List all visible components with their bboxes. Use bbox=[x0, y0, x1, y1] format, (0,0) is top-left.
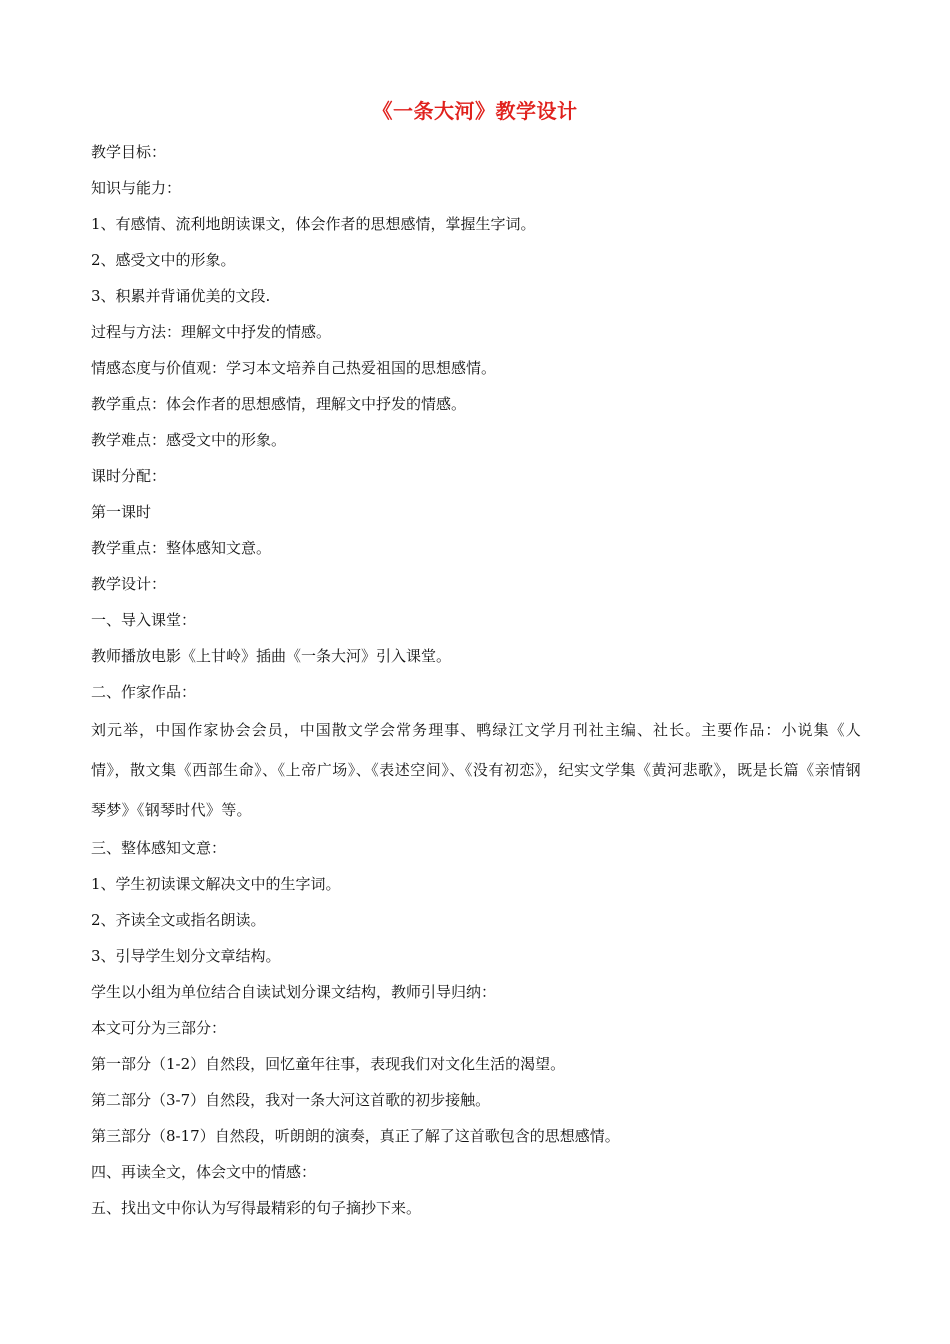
structure-part-1: 第一部分（1-2）自然段，回忆童年往事，表现我们对文化生活的渴望。 bbox=[91, 1055, 566, 1073]
process-method: 过程与方法：理解文中抒发的情感。 bbox=[91, 323, 332, 341]
step-item-3: 3、引导学生划分文章结构。 bbox=[91, 947, 281, 965]
objective-item-1: 1、有感情、流利地朗读课文，体会作者的思想感情，掌握生字词。 bbox=[91, 215, 536, 233]
section-reread: 四、再读全文，体会文中的情感： bbox=[91, 1163, 317, 1181]
teaching-design-heading: 教学设计： bbox=[91, 575, 167, 593]
section-intro: 一、导入课堂： bbox=[91, 611, 197, 629]
structure-intro: 本文可分为三部分： bbox=[91, 1019, 227, 1037]
teaching-difficulty: 教学难点：感受文中的形象。 bbox=[91, 431, 287, 449]
structure-part-2: 第二部分（3-7）自然段，我对一条大河这首歌的初步接触。 bbox=[91, 1091, 491, 1109]
step-item-1: 1、学生初读课文解决文中的生字词。 bbox=[91, 875, 341, 893]
lesson-key-point: 教学重点：整体感知文意。 bbox=[91, 539, 272, 557]
section-overall-understanding: 三、整体感知文意： bbox=[91, 839, 227, 857]
subheading-knowledge-ability: 知识与能力： bbox=[91, 179, 182, 197]
section-heading-objectives: 教学目标： bbox=[91, 143, 167, 161]
objective-item-2: 2、感受文中的形象。 bbox=[91, 251, 236, 269]
emotion-values: 情感态度与价值观：学习本文培养自己热爱祖国的思想感情。 bbox=[91, 359, 497, 377]
section-author-works: 二、作家作品： bbox=[91, 683, 197, 701]
first-lesson: 第一课时 bbox=[91, 503, 152, 521]
structure-part-3: 第三部分（8-17）自然段，听朗朗的演奏，真正了解了这首歌包含的思想感情。 bbox=[91, 1127, 620, 1145]
document-title: 《一条大河》教学设计 bbox=[372, 99, 578, 123]
group-activity: 学生以小组为单位结合自读试划分课文结构，教师引导归纳： bbox=[91, 983, 497, 1001]
document-body bbox=[91, 134, 861, 1226]
section-excerpt: 五、找出文中你认为写得最精彩的句子摘抄下来。 bbox=[91, 1199, 422, 1217]
intro-text: 教师播放电影《上甘岭》插曲《一条大河》引入课堂。 bbox=[91, 647, 452, 665]
step-item-2: 2、齐读全文或指名朗读。 bbox=[91, 911, 266, 929]
author-paragraph: 刘元举，中国作家协会会员，中国散文学会常务理事、鸭绿江文学月刊社主编、社长。主要作品：小说集《人情》，散文集《西部生命》、《上帝广场》、《表述空间》、《没有初恋》，纪实文学集《黄河悲歌》，既是长篇《亲情钢琴梦》《钢琴时代》等。 bbox=[91, 721, 861, 819]
teaching-key-point: 教学重点：体会作者的思想感情，理解文中抒发的情感。 bbox=[91, 395, 467, 413]
objective-item-3: 3、积累并背诵优美的文段. bbox=[91, 287, 271, 305]
class-hours-heading: 课时分配： bbox=[91, 467, 167, 485]
